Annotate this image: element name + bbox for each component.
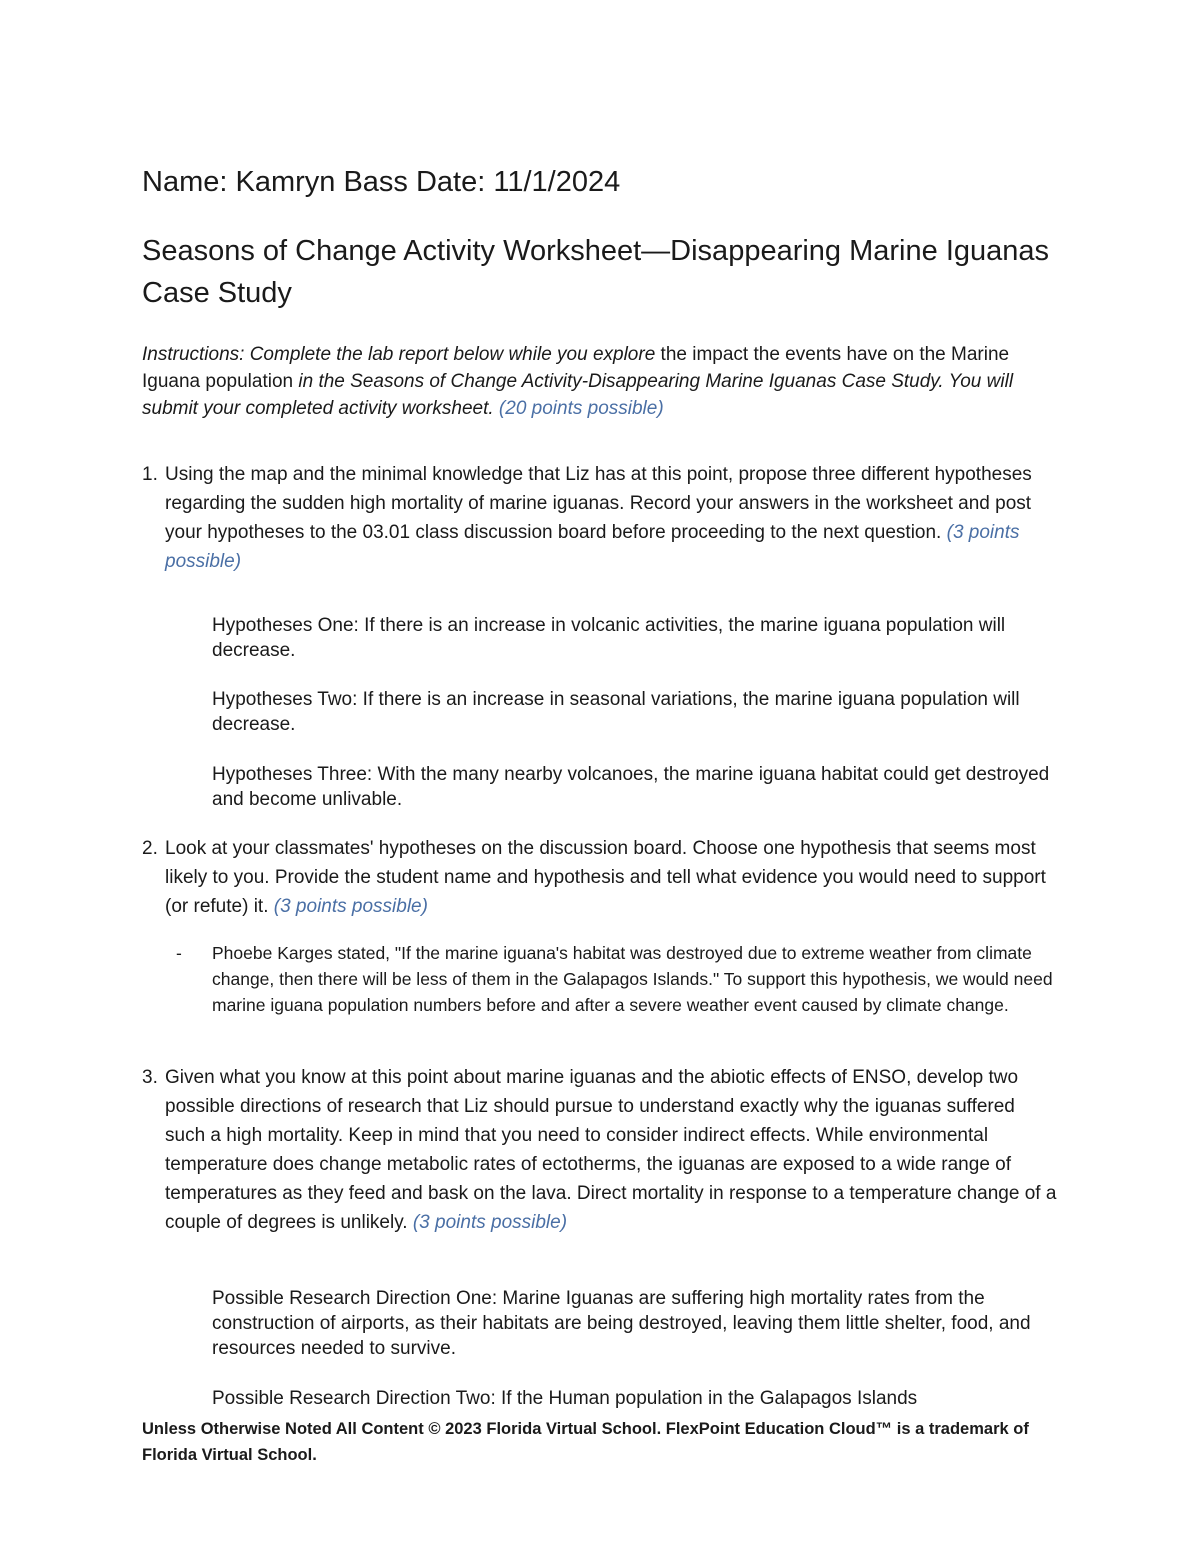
question-3	[142, 1063, 1057, 1237]
hypothesis-two-answer: Hypotheses Two: If there is an increase in seasonal variations, the marine iguana population will decrease.	[212, 689, 1020, 735]
question-2-points: (3 points possible)	[268, 896, 428, 917]
copyright-footer: Unless Otherwise Noted All Content © 2023 Florida Virtual School. FlexPoint Education Cloud™ is a trademark of Florida Virtual School.	[142, 1420, 1029, 1464]
research-direction-two-answer: Possible Research Direction Two: If the Human population in the Galapagos Islands	[212, 1388, 918, 1409]
instructions-middle: the impact the events have on the Marine Iguana population	[142, 344, 1010, 392]
question-1-points: (3 points possible)	[165, 522, 1020, 572]
question-1	[142, 460, 1057, 576]
hypothesis-three-answer: Hypotheses Three: With the many nearby volcanoes, the marine iguana habitat could get destroyed and become unlivable.	[212, 764, 1050, 810]
instructions-tail: in the Seasons of Change Activity-Disappearing Marine Iguanas Case Study. You will submit your completed activity worksheet.	[142, 371, 1014, 419]
classmate-hypothesis-text: Phoebe Karges stated, "If the marine iguana's habitat was destroyed due to extreme weather from climate change, then there will be less of them in the Galapagos Islands." To support this hypothesis, we would need marine iguana population numbers before and after a severe weather event caused by climate change.	[212, 943, 1053, 1015]
name-date-line: Name: Kamryn Bass Date: 11/1/2024	[142, 166, 621, 198]
bullet-dash: -	[176, 943, 182, 963]
hypothesis-one-answer: Hypotheses One: If there is an increase in volcanic activities, the marine iguana population will decrease.	[212, 615, 1006, 661]
classmate-hypothesis-bullet	[176, 940, 1066, 1018]
question-2-number: 2.	[142, 838, 158, 859]
question-2	[142, 834, 1057, 921]
instructions-points: (20 points possible)	[493, 398, 664, 419]
question-1-number: 1.	[142, 464, 158, 485]
research-direction-one-answer: Possible Research Direction One: Marine Iguanas are suffering high mortality rates from the construction of airports, as their habitats are being destroyed, leaving them little shelter, food, and resources needed to survive.	[212, 1288, 1031, 1359]
instructions-paragraph	[142, 341, 1072, 422]
question-1-text: Using the map and the minimal knowledge that Liz has at this point, propose three different hypotheses regarding the sudden high mortality of marine iguanas. Record your answers in the worksheet and post your hypotheses to the 03.01 class discussion board before proceeding to the next question.	[165, 464, 1032, 543]
question-3-number: 3.	[142, 1067, 158, 1088]
question-2-text: Look at your classmates' hypotheses on the discussion board. Choose one hypothesis that seems most likely to you. Provide the student name and hypothesis and tell what evidence you would need to support (or refute) it.	[165, 838, 1046, 917]
worksheet-title: Seasons of Change Activity Worksheet—Disappearing Marine Iguanas Case Study	[142, 235, 1050, 309]
question-3-points: (3 points possible)	[412, 1212, 568, 1233]
question-3-text: Given what you know at this point about marine iguanas and the abiotic effects of ENSO, develop two possible directions of research that Liz should pursue to understand exactly why the iguanas suffered such a high mortality. Keep in mind that you need to consider indirect effects. While environmental temperature does change metabolic rates of ectotherms, the iguanas are exposed to a wide range of temperatures as they feed and bask on the lava. Direct mortality in response to a temperature change of a couple of degrees is unlikely.	[165, 1067, 1057, 1233]
instructions-lead: Instructions: Complete the lab report below while you explore	[142, 344, 656, 365]
